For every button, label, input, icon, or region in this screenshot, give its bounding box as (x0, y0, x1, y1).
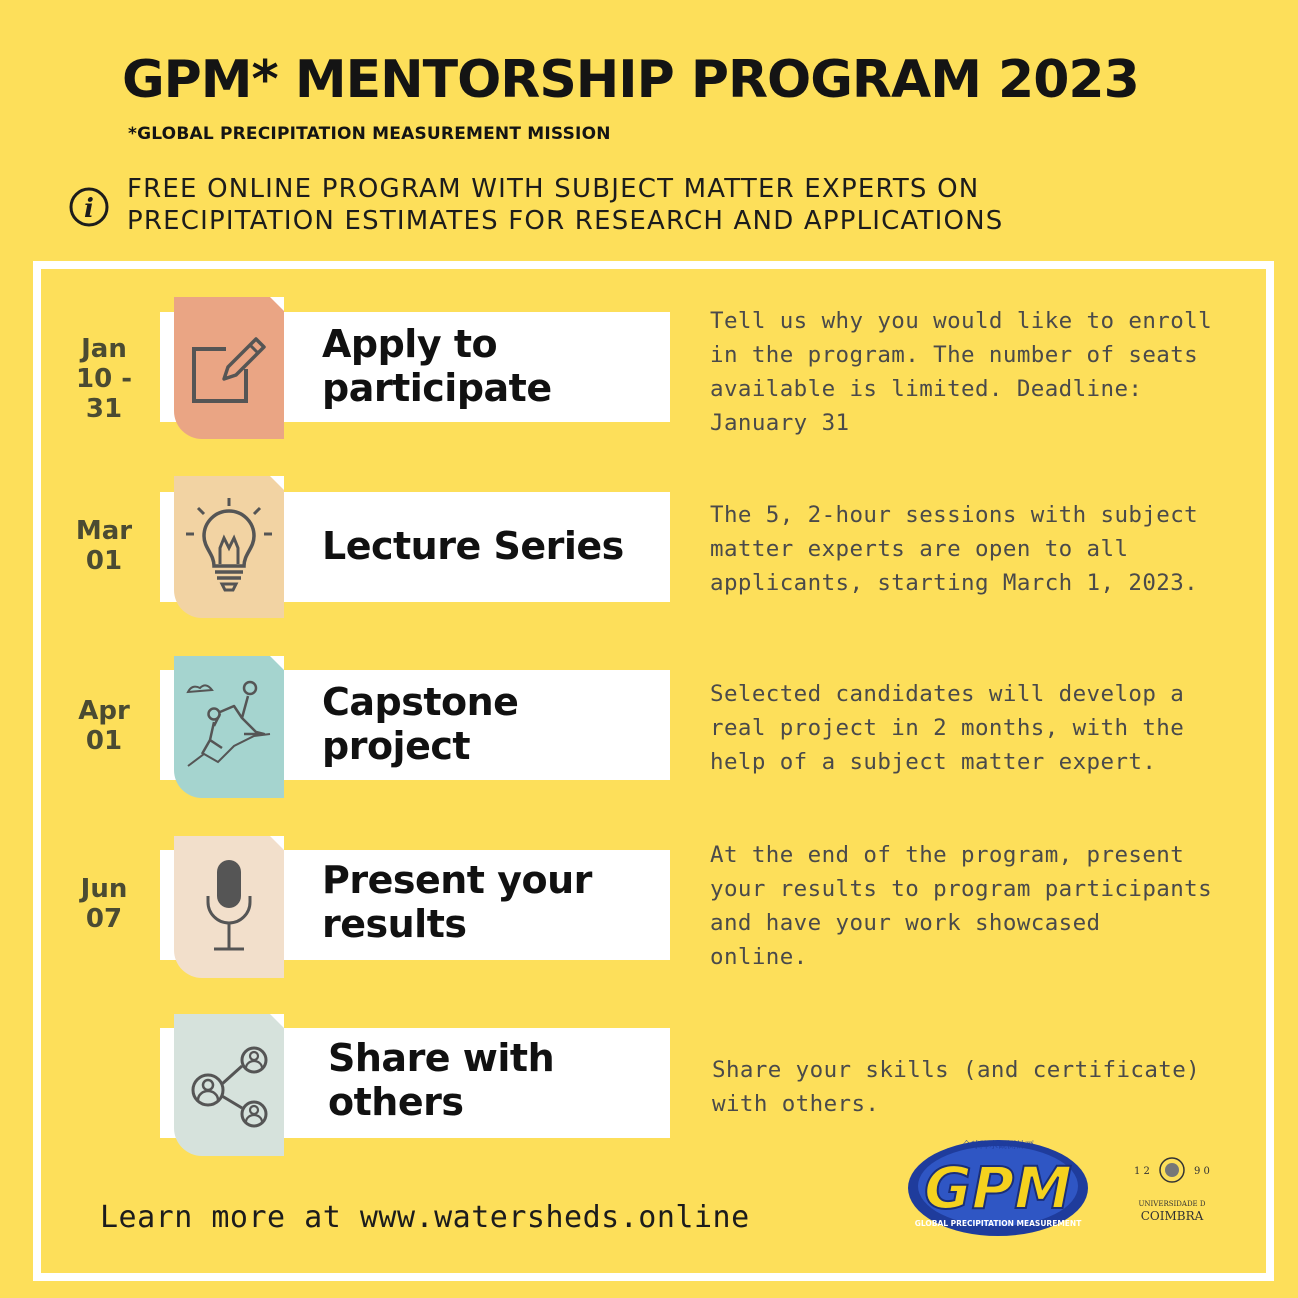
climbing-help-icon (184, 676, 274, 776)
date-month: Jun (80, 874, 128, 904)
desc-line: help of a subject matter expert. (710, 749, 1157, 775)
label-line: participate (322, 366, 552, 410)
desc-line: Tell us why you would like to enroll (710, 308, 1213, 334)
desc-line: your results to program participants (710, 876, 1213, 902)
label-line: Apply to (322, 322, 498, 366)
date-day: 01 (85, 726, 123, 756)
label-line: Present your (322, 858, 592, 902)
label-line: others (328, 1080, 464, 1124)
step-description (710, 838, 1240, 974)
date-day: 10 - 31 (75, 364, 133, 424)
uc-name-2: COIMBRA (1140, 1209, 1204, 1223)
gpm-logo-caption: GLOBAL PRECIPITATION MEASUREMENT (914, 1219, 1082, 1228)
step-description (712, 1053, 1242, 1121)
label-line: results (322, 902, 467, 946)
desc-line: with others. (712, 1091, 880, 1117)
step-label (322, 680, 662, 768)
desc-line: applicants, starting March 1, 2023. (710, 570, 1199, 596)
desc-line: available is limited. Deadline: (710, 376, 1143, 402)
website-link[interactable]: Learn more at www.watersheds.online (100, 1200, 750, 1235)
step-date (54, 696, 154, 756)
desc-line: January 31 (710, 410, 850, 436)
uc-year-left: 1 2 (1134, 1166, 1150, 1177)
coimbra-logo (1124, 1150, 1224, 1230)
uc-year-right: 9 0 (1194, 1166, 1210, 1177)
date-month: Mar (75, 516, 133, 546)
desc-line: matter experts are open to all (710, 536, 1129, 562)
date-month: Jan (81, 334, 127, 364)
label-line: Share with (328, 1036, 555, 1080)
microphone-icon (184, 856, 274, 956)
info-line-1: FREE ONLINE PROGRAM WITH SUBJECT MATTER EXPERTS ON (127, 174, 980, 204)
info-line-2: PRECIPITATION ESTIMATES FOR RESEARCH AND APPLICATIONS (127, 206, 1004, 236)
date-day: 01 (85, 546, 123, 576)
desc-line: The 5, 2-hour sessions with subject (710, 502, 1199, 528)
label-line: project (322, 724, 471, 768)
edit-icon (184, 317, 274, 417)
label-line: Capstone (322, 680, 519, 724)
svg-text:i: i (84, 194, 94, 224)
step-date (54, 516, 154, 576)
step-tab (174, 836, 284, 978)
label-line: Lecture Series (322, 524, 624, 568)
step-description (710, 498, 1240, 600)
gpm-logo-text: GPM (924, 1154, 1072, 1222)
desc-line: At the end of the program, present (710, 842, 1185, 868)
subtitle: *GLOBAL PRECIPITATION MEASUREMENT MISSION (128, 124, 611, 144)
desc-line: online. (710, 944, 808, 970)
page-title: GPM* MENTORSHIP PROGRAM 2023 (122, 50, 1139, 110)
step-description (710, 304, 1240, 440)
step-description (710, 677, 1240, 779)
step-tab (174, 476, 284, 618)
step-label (322, 858, 662, 946)
share-people-icon (184, 1034, 274, 1134)
step-date (54, 874, 154, 934)
uc-name-1: UNIVERSIDADE D (1138, 1200, 1206, 1208)
info-icon (68, 186, 110, 228)
step-tab (174, 1014, 284, 1156)
lightbulb-icon (184, 496, 274, 596)
gpm-logo (904, 1130, 1092, 1240)
date-month: Apr (78, 696, 130, 726)
step-label (322, 322, 662, 410)
step-tab (174, 656, 284, 798)
step-date (54, 334, 154, 424)
desc-line: in the program. The number of seats (710, 342, 1199, 368)
desc-line: real project in 2 months, with the (710, 715, 1185, 741)
desc-line: and have your work showcased (710, 910, 1101, 936)
date-day: 07 (85, 904, 123, 934)
step-label (328, 1036, 668, 1124)
gpm-logo-top-text: 全球降水観測計画 (961, 1141, 1035, 1151)
step-label (322, 524, 662, 568)
step-tab (174, 297, 284, 439)
desc-line: Share your skills (and certificate) (712, 1057, 1201, 1083)
desc-line: Selected candidates will develop a (710, 681, 1185, 707)
